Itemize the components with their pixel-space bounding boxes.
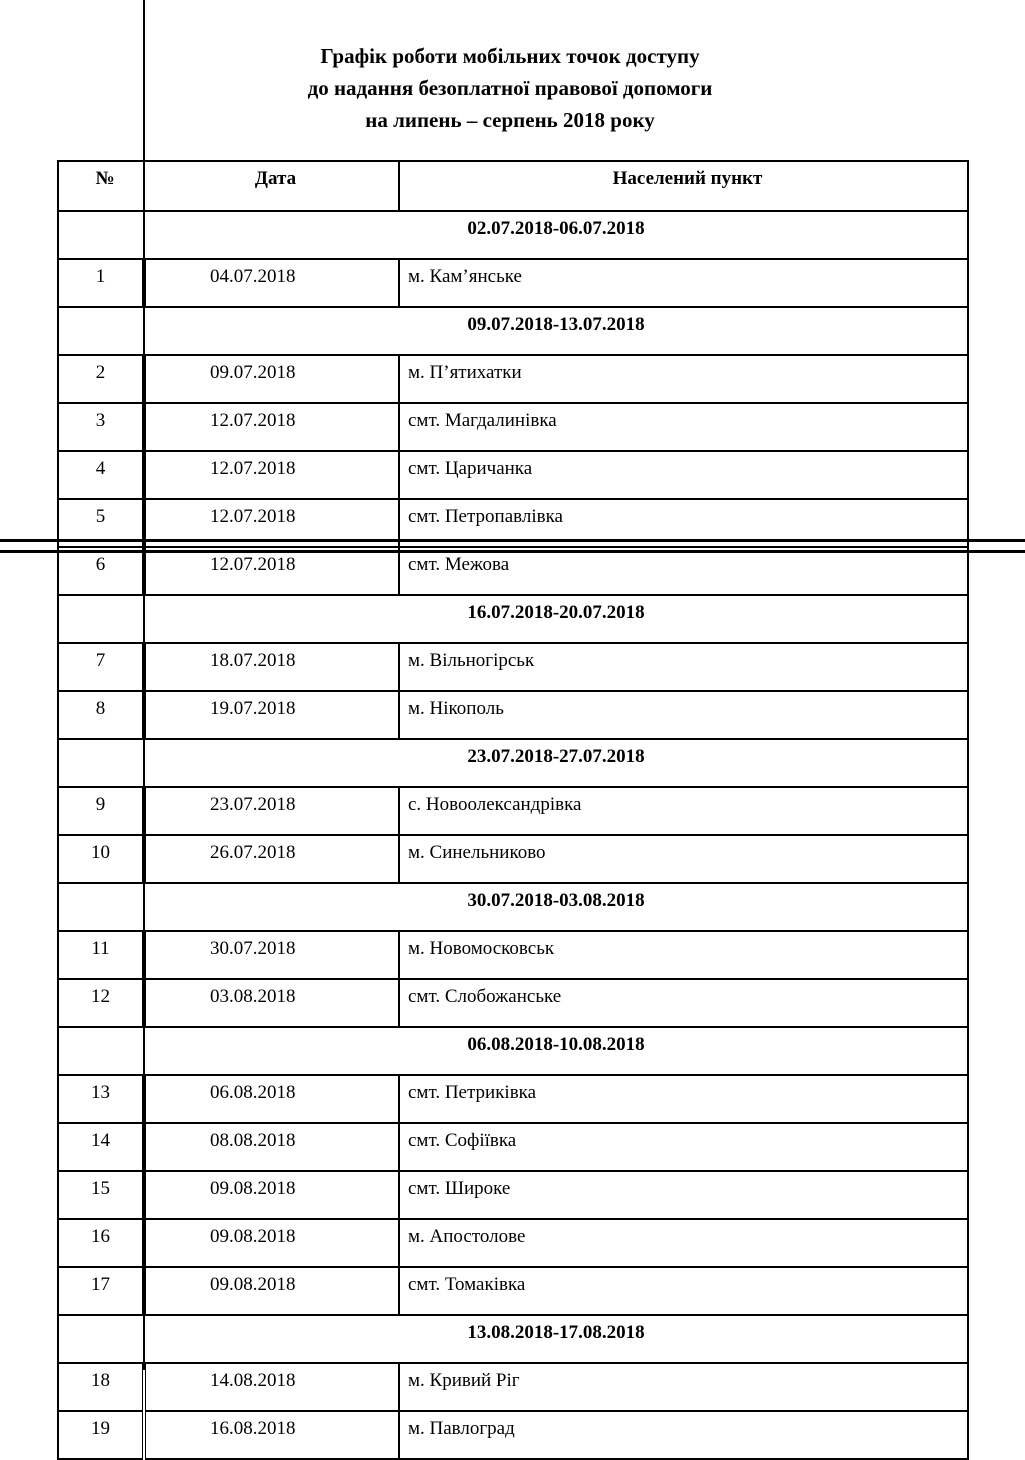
- table-row: [58, 1267, 968, 1315]
- row-number: 15: [58, 1171, 144, 1219]
- row-number: 17: [58, 1267, 144, 1315]
- table-row: [58, 1411, 968, 1459]
- row-number: 16: [58, 1219, 144, 1267]
- row-place: смт. Магдалинівка: [399, 403, 968, 451]
- table-row: [58, 355, 968, 403]
- row-date: 09.07.2018: [144, 355, 399, 403]
- row-place: м. Новомосковськ: [399, 931, 968, 979]
- week-range: 30.07.2018-03.08.2018: [144, 883, 968, 931]
- row-number: 8: [58, 691, 144, 739]
- row-number: 13: [58, 1075, 144, 1123]
- row-place: м. Павлоград: [399, 1411, 968, 1459]
- row-number: 2: [58, 355, 144, 403]
- row-place: м. Нікополь: [399, 691, 968, 739]
- row-number: 9: [58, 787, 144, 835]
- week-row: [58, 307, 968, 355]
- row-date: 19.07.2018: [144, 691, 399, 739]
- row-date: 30.07.2018: [144, 931, 399, 979]
- row-date: 16.08.2018: [144, 1411, 399, 1459]
- row-date: 03.08.2018: [144, 979, 399, 1027]
- week-spacer: [58, 739, 144, 787]
- week-range: 23.07.2018-27.07.2018: [144, 739, 968, 787]
- week-spacer: [58, 1315, 144, 1363]
- row-date: 12.07.2018: [144, 547, 399, 595]
- week-row: [58, 1315, 968, 1363]
- week-spacer: [58, 1027, 144, 1075]
- row-date: 12.07.2018: [144, 499, 399, 547]
- row-place: смт. Томаківка: [399, 1267, 968, 1315]
- row-date: 08.08.2018: [144, 1123, 399, 1171]
- row-place: м. Синельниково: [399, 835, 968, 883]
- row-place: смт. Межова: [399, 547, 968, 595]
- table-row: [58, 1219, 968, 1267]
- header-place: Населений пункт: [399, 161, 968, 211]
- week-spacer: [58, 211, 144, 259]
- header-number: №: [58, 161, 144, 211]
- row-number: 6: [58, 547, 144, 595]
- row-number: 3: [58, 403, 144, 451]
- table-row: [58, 1171, 968, 1219]
- table-row: [58, 1363, 968, 1411]
- title-line-3: на липень – серпень 2018 року: [365, 108, 655, 132]
- week-range: 02.07.2018-06.07.2018: [144, 211, 968, 259]
- table-row: [58, 547, 968, 595]
- row-date: 09.08.2018: [144, 1219, 399, 1267]
- week-row: [58, 739, 968, 787]
- row-number: 10: [58, 835, 144, 883]
- row-place: м. Вільногірськ: [399, 643, 968, 691]
- row-date: 18.07.2018: [144, 643, 399, 691]
- row-place: с. Новоолександрівка: [399, 787, 968, 835]
- table-header-row: [58, 161, 968, 211]
- row-number: 18: [58, 1363, 144, 1411]
- row-number: 14: [58, 1123, 144, 1171]
- document-title: [200, 40, 820, 136]
- week-row: [58, 1027, 968, 1075]
- row-number: 1: [58, 259, 144, 307]
- week-spacer: [58, 595, 144, 643]
- row-number: 5: [58, 499, 144, 547]
- row-date: 04.07.2018: [144, 259, 399, 307]
- table-row: [58, 451, 968, 499]
- title-line-2: до надання безоплатної правової допомоги: [307, 76, 713, 100]
- table-row: [58, 979, 968, 1027]
- title-line-1: Графік роботи мобільних точок доступу: [320, 44, 700, 68]
- row-date: 12.07.2018: [144, 403, 399, 451]
- scan-fold-line: [0, 539, 1025, 553]
- week-range: 09.07.2018-13.07.2018: [144, 307, 968, 355]
- row-place: смт. Петриківка: [399, 1075, 968, 1123]
- header-date: Дата: [144, 161, 399, 211]
- row-date: 12.07.2018: [144, 451, 399, 499]
- table-row: [58, 835, 968, 883]
- table-row: [58, 691, 968, 739]
- table-row: [58, 1075, 968, 1123]
- row-place: смт. Слобожанське: [399, 979, 968, 1027]
- row-date: 26.07.2018: [144, 835, 399, 883]
- row-place: м. Апостолове: [399, 1219, 968, 1267]
- row-number: 12: [58, 979, 144, 1027]
- table-row: [58, 1123, 968, 1171]
- row-number: 4: [58, 451, 144, 499]
- week-range: 06.08.2018-10.08.2018: [144, 1027, 968, 1075]
- schedule-table: [57, 160, 969, 1460]
- row-number: 19: [58, 1411, 144, 1459]
- row-place: смт. Царичанка: [399, 451, 968, 499]
- week-spacer: [58, 307, 144, 355]
- week-row: [58, 883, 968, 931]
- table-row: [58, 403, 968, 451]
- row-place: смт. Широке: [399, 1171, 968, 1219]
- table-row: [58, 259, 968, 307]
- row-date: 06.08.2018: [144, 1075, 399, 1123]
- row-place: м. Кривий Ріг: [399, 1363, 968, 1411]
- table-row: [58, 931, 968, 979]
- row-place: м. П’ятихатки: [399, 355, 968, 403]
- week-range: 13.08.2018-17.08.2018: [144, 1315, 968, 1363]
- row-number: 11: [58, 931, 144, 979]
- row-date: 23.07.2018: [144, 787, 399, 835]
- row-date: 14.08.2018: [144, 1363, 399, 1411]
- week-spacer: [58, 883, 144, 931]
- row-date: 09.08.2018: [144, 1267, 399, 1315]
- table-row: [58, 787, 968, 835]
- row-place: смт. Петропавлівка: [399, 499, 968, 547]
- week-range: 16.07.2018-20.07.2018: [144, 595, 968, 643]
- week-row: [58, 595, 968, 643]
- row-number: 7: [58, 643, 144, 691]
- row-place: смт. Софіївка: [399, 1123, 968, 1171]
- week-row: [58, 211, 968, 259]
- row-place: м. Кам’янське: [399, 259, 968, 307]
- table-row: [58, 643, 968, 691]
- row-date: 09.08.2018: [144, 1171, 399, 1219]
